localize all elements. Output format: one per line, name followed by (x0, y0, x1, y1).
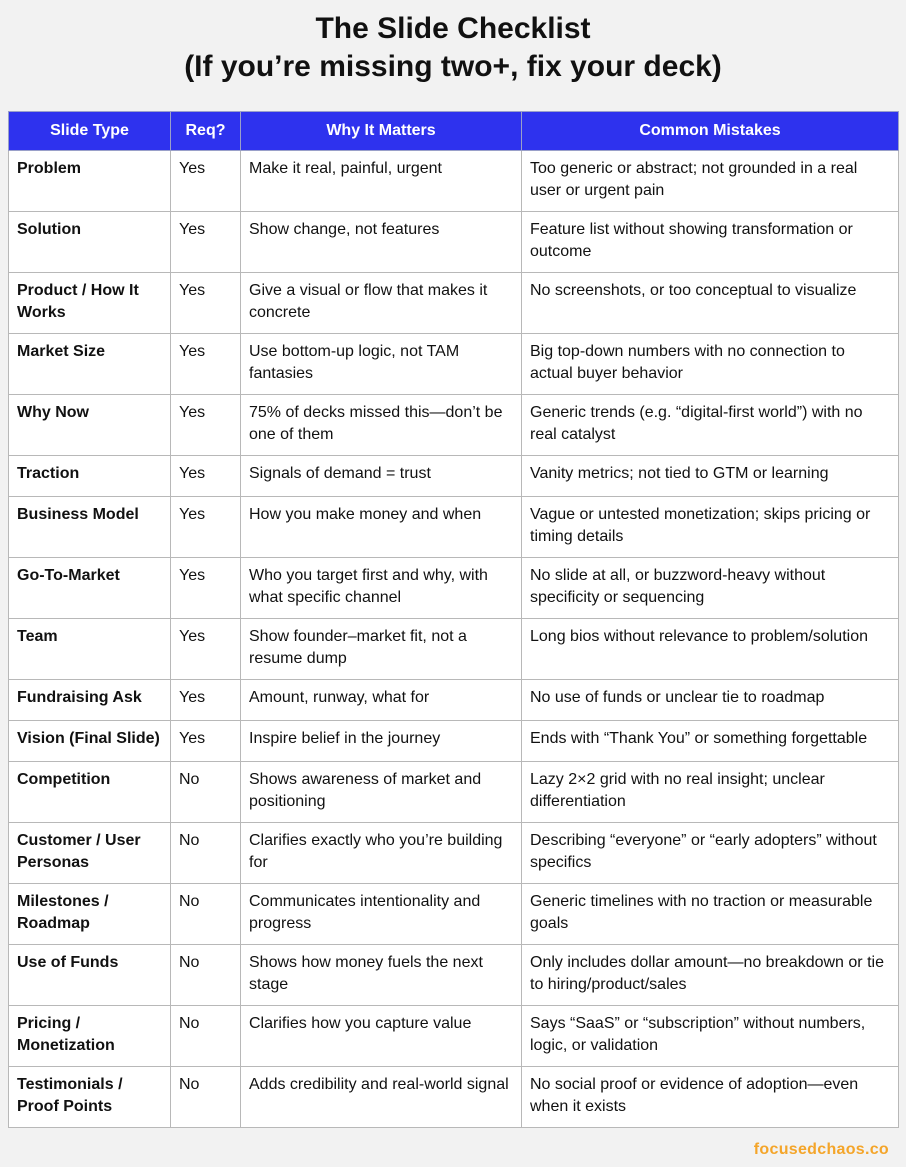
slide-type-cell: Solution (9, 212, 171, 273)
why-cell: Give a visual or flow that makes it concrete (241, 273, 522, 334)
req-cell: Yes (171, 680, 241, 721)
header-req: Req? (171, 112, 241, 151)
table-row (9, 884, 899, 945)
req-cell: Yes (171, 721, 241, 762)
mistakes-cell: Describing “everyone” or “early adopters” without specifics (522, 823, 899, 884)
mistakes-cell: No social proof or evidence of adoption—even when it exists (522, 1067, 899, 1128)
mistakes-cell: Vague or untested monetization; skips pricing or timing details (522, 497, 899, 558)
slide-type-cell: Fundraising Ask (9, 680, 171, 721)
why-cell: Use bottom-up logic, not TAM fantasies (241, 334, 522, 395)
brand-footer: focusedchaos.co (753, 1141, 889, 1158)
req-cell: No (171, 884, 241, 945)
req-cell: Yes (171, 151, 241, 212)
slide-type-cell: Testimonials / Proof Points (9, 1067, 171, 1128)
slide-type-cell: Go-To-Market (9, 558, 171, 619)
why-cell: Shows how money fuels the next stage (241, 945, 522, 1006)
mistakes-cell: Only includes dollar amount—no breakdown or tie to hiring/product/sales (522, 945, 899, 1006)
mistakes-cell: Says “SaaS” or “subscription” without numbers, logic, or validation (522, 1006, 899, 1067)
slide-type-cell: Traction (9, 456, 171, 497)
req-cell: Yes (171, 558, 241, 619)
req-cell: No (171, 945, 241, 1006)
table-row (9, 721, 899, 762)
mistakes-cell: Big top-down numbers with no connection to actual buyer behavior (522, 334, 899, 395)
req-cell: Yes (171, 212, 241, 273)
slide-type-cell: Customer / User Personas (9, 823, 171, 884)
req-cell: No (171, 762, 241, 823)
mistakes-cell: Long bios without relevance to problem/solution (522, 619, 899, 680)
slide-type-cell: Market Size (9, 334, 171, 395)
mistakes-cell: Generic trends (e.g. “digital-first world”) with no real catalyst (522, 395, 899, 456)
why-cell: Signals of demand = trust (241, 456, 522, 497)
table-row (9, 497, 899, 558)
req-cell: Yes (171, 619, 241, 680)
slide-checklist-table (8, 111, 899, 1128)
title-line-1: The Slide Checklist (315, 12, 591, 45)
table-row (9, 823, 899, 884)
req-cell: Yes (171, 395, 241, 456)
table-row (9, 1067, 899, 1128)
table-row (9, 273, 899, 334)
header-why-it-matters: Why It Matters (241, 112, 522, 151)
req-cell: No (171, 1067, 241, 1128)
table-row (9, 558, 899, 619)
table-row (9, 619, 899, 680)
why-cell: Show change, not features (241, 212, 522, 273)
why-cell: 75% of decks missed this—don’t be one of them (241, 395, 522, 456)
req-cell: Yes (171, 497, 241, 558)
why-cell: Clarifies exactly who you’re building for (241, 823, 522, 884)
why-cell: Clarifies how you capture value (241, 1006, 522, 1067)
why-cell: Inspire belief in the journey (241, 721, 522, 762)
table-row (9, 945, 899, 1006)
table-row (9, 680, 899, 721)
slide-type-cell: Business Model (9, 497, 171, 558)
mistakes-cell: Lazy 2×2 grid with no real insight; unclear differentiation (522, 762, 899, 823)
table-row (9, 151, 899, 212)
header-row (9, 112, 899, 151)
why-cell: Adds credibility and real-world signal (241, 1067, 522, 1128)
why-cell: Show founder–market fit, not a resume dump (241, 619, 522, 680)
why-cell: Shows awareness of market and positioning (241, 762, 522, 823)
slide-type-cell: Why Now (9, 395, 171, 456)
req-cell: Yes (171, 456, 241, 497)
mistakes-cell: Ends with “Thank You” or something forgettable (522, 721, 899, 762)
table-row (9, 456, 899, 497)
header-slide-type: Slide Type (9, 112, 171, 151)
req-cell: Yes (171, 273, 241, 334)
mistakes-cell: Generic timelines with no traction or measurable goals (522, 884, 899, 945)
page-title (0, 10, 906, 86)
table-row (9, 212, 899, 273)
req-cell: No (171, 823, 241, 884)
mistakes-cell: Too generic or abstract; not grounded in a real user or urgent pain (522, 151, 899, 212)
mistakes-cell: No slide at all, or buzzword-heavy without specificity or sequencing (522, 558, 899, 619)
table-row (9, 762, 899, 823)
why-cell: How you make money and when (241, 497, 522, 558)
mistakes-cell: No use of funds or unclear tie to roadmap (522, 680, 899, 721)
slide-type-cell: Team (9, 619, 171, 680)
mistakes-cell: Feature list without showing transformation or outcome (522, 212, 899, 273)
slide-type-cell: Use of Funds (9, 945, 171, 1006)
why-cell: Amount, runway, what for (241, 680, 522, 721)
why-cell: Who you target first and why, with what specific channel (241, 558, 522, 619)
why-cell: Make it real, painful, urgent (241, 151, 522, 212)
req-cell: No (171, 1006, 241, 1067)
table-row (9, 334, 899, 395)
table-row (9, 1006, 899, 1067)
req-cell: Yes (171, 334, 241, 395)
slide-type-cell: Pricing / Monetization (9, 1006, 171, 1067)
slide-type-cell: Product / How It Works (9, 273, 171, 334)
header-common-mistakes: Common Mistakes (522, 112, 899, 151)
slide-type-cell: Competition (9, 762, 171, 823)
title-line-2: (If you’re missing two+, fix your deck) (184, 50, 722, 83)
slide-type-cell: Problem (9, 151, 171, 212)
slide-type-cell: Milestones / Roadmap (9, 884, 171, 945)
mistakes-cell: Vanity metrics; not tied to GTM or learning (522, 456, 899, 497)
why-cell: Communicates intentionality and progress (241, 884, 522, 945)
slide-type-cell: Vision (Final Slide) (9, 721, 171, 762)
mistakes-cell: No screenshots, or too conceptual to visualize (522, 273, 899, 334)
table-row (9, 395, 899, 456)
